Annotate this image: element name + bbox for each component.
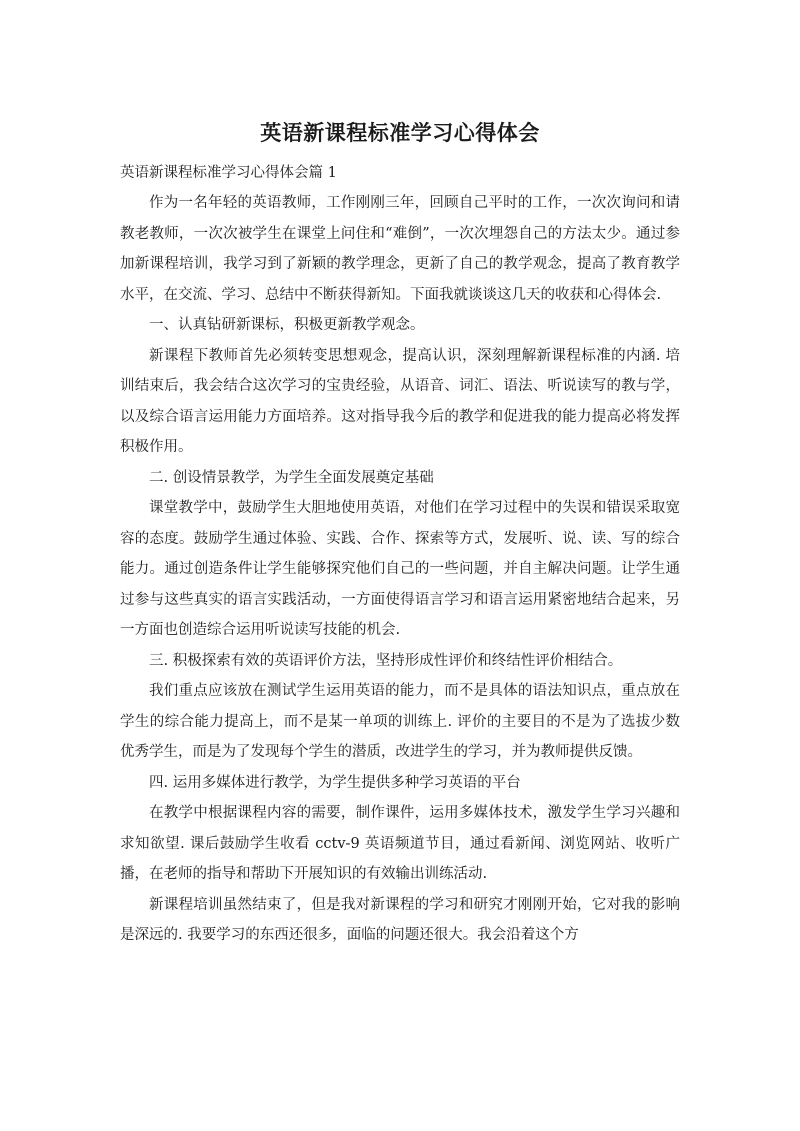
section-heading-4: 四. 运用多媒体进行教学，为学生提供多种学习英语的平台 (149, 774, 521, 791)
document-title: 英语新课程标准学习心得体会 (260, 121, 540, 145)
paragraph-section-3: 我们重点应该放在测试学生运用英语的能力，而不是具体的语法知识点，重点放在学生的综合能力提高上，而不是某一单项的训练上. 评价的主要目的不是为了选拔少数优秀学生，而是为了发现每个学生的潜质，改进学生的学习，并为教师提供反馈。 (120, 683, 680, 760)
section-heading-2: 二. 创设情景教学，为学生全面发展奠定基础 (149, 469, 434, 486)
section-heading-1: 一、认真钻研新课标，积极更新教学观念。 (149, 317, 425, 333)
paragraph-section-2: 课堂教学中，鼓励学生大胆地使用英语，对他们在学习过程中的失误和错误采取宽容的态度。鼓励学生通过体验、实践、合作、探索等方式，发展听、说、读、写的综合能力。通过创造条件让学生能够探究他们自己的一些问题，并自主解决问题。让学生通过参与这些真实的语言实践活动，一方面使得语言学习和语言运用紧密地结合起来，另一方面也创造综合运用听说读写技能的机会. (120, 500, 680, 638)
paragraph-intro: 作为一名年轻的英语教师，工作刚刚三年，回顾自己平时的工作，一次次询问和请教老教师，一次次被学生在课堂上问住和“难倒”，一次次埋怨自己的方法太少。通过参加新课程培训，我学习到了新颖的教学理念，更新了自己的教学观念，提高了教育教学水平，在交流、学习、总结中不断获得新知。下面我就谈谈这几天的收获和心得体会. (120, 195, 680, 303)
section-heading-3: 三. 积极探索有效的英语评价方法，坚持形成性评价和终结性评价相结合。 (149, 652, 623, 669)
document-page (120, 118, 680, 951)
paragraph-section-4: 在教学中根据课程内容的需要，制作课件，运用多媒体技术，激发学生学习兴趣和求知欲望. 课后鼓励学生收看 cctv-9 英语频道节目，通过看新闻、浏览网站、收听广播，在老师的指导和帮助下开展知识的有效输出训练活动. (120, 805, 680, 882)
document-subtitle: 英语新课程标准学习心得体会篇 1 (120, 165, 337, 181)
paragraph-section-1: 新课程下教师首先必须转变思想观念，提高认识，深刻理解新课程标准的内涵. 培训结束后，我会结合这次学习的宝贵经验，从语音、词汇、语法、听说读写的教与学，以及综合语言运用能力方面培养。这对指导我今后的教学和促进我的能力提高必将发挥积极作用。 (120, 347, 680, 455)
paragraph-conclusion: 新课程培训虽然结束了，但是我对新课程的学习和研究才刚刚开始，它对我的影响是深远的. 我要学习的东西还很多，面临的问题还很大。我会沿着这个方 (120, 896, 680, 943)
